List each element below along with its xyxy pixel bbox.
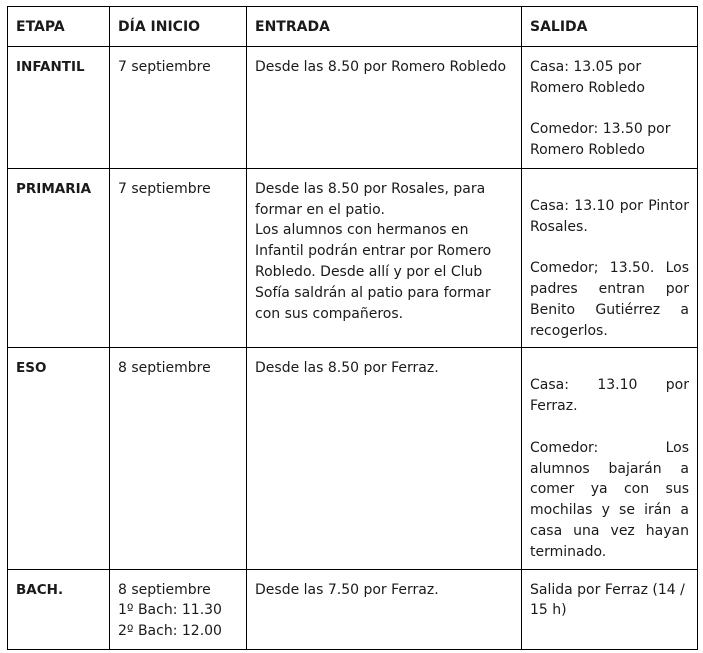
exit-cell [522, 348, 698, 569]
exit-text: Comedor: 13.50 por Romero Robledo [530, 121, 671, 158]
header-entry: ENTRADA [247, 7, 522, 47]
start-day-text: 8 septiembre [118, 581, 211, 598]
exit-cell [522, 168, 698, 348]
start-day-text: 7 septiembre [118, 58, 211, 75]
stage-cell: PRIMARIA [8, 168, 110, 348]
start-day-cell [110, 46, 247, 168]
header-exit: SALIDA [522, 7, 698, 47]
entry-text: Desde las 8.50 por Romero Robledo [255, 58, 507, 75]
exit-cell [522, 46, 698, 168]
exit-text: Casa: 13.10 por Pintor Rosales. [530, 197, 689, 235]
entry-cell [247, 348, 522, 569]
exit-text: Casa: 13.05 por Romero Robledo [530, 58, 645, 96]
stage-cell: ESO [8, 348, 110, 569]
start-day-text: 7 septiembre [118, 180, 211, 197]
entry-cell [247, 168, 522, 348]
header-start-day: DÍA INICIO [110, 7, 247, 47]
entry-cell [247, 46, 522, 168]
entry-text: Desde las 8.50 por Rosales, para formar en el patio. [255, 180, 486, 218]
start-day-text: 8 septiembre [118, 360, 211, 377]
table-row [8, 46, 698, 168]
exit-cell [522, 569, 698, 649]
entry-cell [247, 569, 522, 649]
exit-text: Comedor: Los alumnos bajarán a comer ya con sus mochilas y se irán a casa una vez hayan terminado. [530, 439, 689, 560]
table-row [8, 348, 698, 569]
exit-text: Comedor; 13.50. Los padres entran por Benito Gutiérrez a recogerlos. [530, 260, 689, 339]
stage-cell: INFANTIL [8, 46, 110, 168]
start-day-cell [110, 569, 247, 649]
start-day-text: 1º Bach: 11.30 [118, 602, 222, 619]
entry-text: Los alumnos con hermanos en Infantil podrán entrar por Romero Robledo. Desde allí y por el Club Sofía saldrán al patio para formar con sus compañeros. [255, 222, 492, 322]
table-row [8, 168, 698, 348]
header-row [8, 7, 698, 47]
exit-text: Casa: 13.10 por Ferraz. [530, 377, 689, 415]
schedule-table [7, 6, 698, 650]
exit-text: Salida por Ferraz (14 / 15 h) [530, 581, 685, 619]
stage-cell: BACH. [8, 569, 110, 649]
table-row [8, 569, 698, 649]
entry-text: Desde las 7.50 por Ferraz. [255, 581, 439, 598]
entry-text: Desde las 8.50 por Ferraz. [255, 360, 439, 377]
start-day-cell [110, 348, 247, 569]
start-day-text: 2º Bach: 12.00 [118, 623, 222, 640]
start-day-cell [110, 168, 247, 348]
header-stage: ETAPA [8, 7, 110, 47]
